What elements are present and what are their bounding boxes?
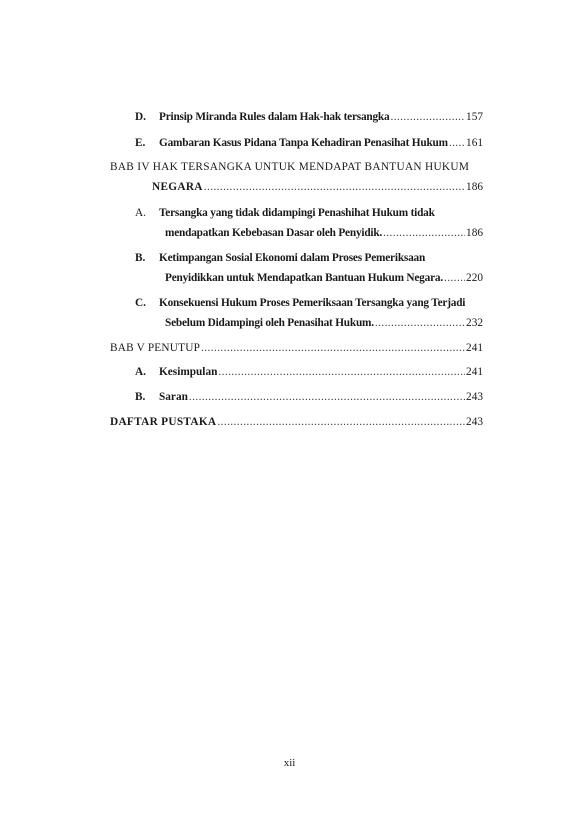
toc-entry[interactable] [159, 390, 483, 404]
toc-title: NEGARA [152, 181, 203, 193]
toc-label: B. [135, 391, 146, 403]
toc-entry[interactable] [165, 316, 483, 330]
toc-title: Sebelum Didampingi oleh Penasihat Hukum. [165, 317, 374, 329]
page-number-footer: xii [283, 757, 296, 769]
toc-title-line1: Konsekuensi Hukum Proses Pemeriksaan Tersangka yang Terjadi [159, 297, 466, 309]
dot-leader [217, 415, 465, 429]
toc-entry[interactable] [110, 415, 483, 429]
toc-entry[interactable] [159, 136, 483, 150]
dot-leader [444, 271, 465, 285]
toc-page-number: 186 [466, 181, 483, 193]
dot-leader [218, 365, 465, 379]
toc-entry[interactable] [159, 110, 483, 124]
dot-leader [204, 180, 465, 194]
toc-title: Saran [159, 391, 188, 403]
toc-page-number: 220 [466, 272, 483, 284]
toc-entry[interactable] [159, 365, 483, 379]
toc-label: A. [135, 366, 146, 378]
toc-page-number: 157 [466, 111, 483, 123]
toc-entry[interactable] [165, 226, 483, 240]
toc-label: B. [135, 252, 146, 264]
toc-page-number: 232 [466, 317, 483, 329]
toc-label: C. [135, 297, 146, 309]
dot-leader [449, 136, 465, 150]
toc-label: A. [135, 207, 146, 219]
toc-title: Gambaran Kasus Pidana Tanpa Kehadiran Penasihat Hukum [159, 137, 448, 149]
toc-title-line1: Tersangka yang tidak didampingi Penashihat Hukum tidak [159, 207, 435, 219]
toc-title-line1: Ketimpangan Sosial Ekonomi dalam Proses Pemeriksaan [159, 252, 426, 264]
toc-entry[interactable] [110, 341, 483, 355]
toc-entry[interactable] [152, 180, 483, 194]
dot-leader [189, 390, 465, 404]
toc-title: Prinsip Miranda Rules dalam Hak-hak tersangka [159, 111, 390, 123]
dot-leader [383, 226, 465, 240]
toc-title: Penyidikkan untuk Mendapatkan Bantuan Hukum Negara. [165, 272, 443, 284]
toc-page-number: 241 [466, 366, 483, 378]
toc-page-number: 186 [466, 227, 483, 239]
toc-page-number: 161 [466, 137, 483, 149]
toc-label: E. [135, 137, 146, 149]
toc-page-number: 243 [466, 416, 483, 428]
dot-leader [390, 110, 465, 124]
toc-entry[interactable] [165, 271, 483, 285]
toc-title: BAB V PENUTUP [110, 342, 201, 354]
toc-page-number: 241 [466, 342, 483, 354]
toc-label: D. [135, 111, 146, 123]
toc-title: DAFTAR PUSTAKA [110, 416, 217, 428]
toc-page-number: 243 [466, 391, 483, 403]
toc-title: mendapatkan Kebebasan Dasar oleh Penyidik. [165, 227, 383, 239]
toc-title: Kesimpulan [159, 366, 218, 378]
dot-leader [201, 341, 465, 355]
dot-leader [375, 316, 465, 330]
toc-title-line1: BAB IV HAK TERSANGKA UNTUK MENDAPAT BANTUAN HUKUM [110, 161, 470, 173]
